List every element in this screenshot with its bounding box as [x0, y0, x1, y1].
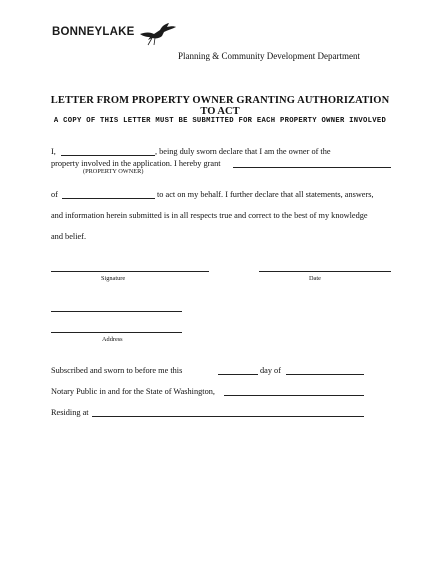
department-name: Planning & Community Development Department [178, 51, 360, 61]
logo-wordmark: BONNEYLAKE [52, 26, 135, 38]
line3-prefix: of [51, 190, 58, 199]
line4-text: and information herein submitted is in all respects true and correct to the best of my knowledge [51, 211, 368, 220]
day-of-text: day of [260, 366, 281, 375]
document-title: LETTER FROM PROPERTY OWNER GRANTING AUTHORIZATION [50, 95, 390, 106]
date-label: Date [309, 275, 321, 282]
address-label: Address [102, 336, 123, 343]
notary-public-text: Notary Public in and for the State of Washington, [51, 387, 215, 396]
property-owner-caption: (PROPERTY OWNER) [83, 168, 144, 175]
address-field-line2[interactable] [51, 332, 182, 333]
notary-name-field[interactable] [224, 395, 364, 396]
line3-text: to act on my behalf. I further declare that all statements, answers, [157, 190, 374, 199]
address-field-line1[interactable] [51, 311, 182, 312]
line1-text: , being duly sworn declare that I am the owner of the [155, 147, 331, 156]
document-title-continued: TO ACT [200, 106, 240, 117]
residing-at-field[interactable] [92, 416, 364, 417]
month-year-field[interactable] [286, 374, 364, 375]
date-field[interactable] [259, 271, 391, 272]
heron-bird-icon [138, 20, 178, 46]
line2-text: property involved in the application. I hereby grant [51, 159, 221, 168]
grantee-name-field[interactable] [233, 167, 391, 168]
residing-at-text: Residing at [51, 408, 89, 417]
subscribed-text: Subscribed and sworn to before me this [51, 366, 183, 375]
line1-prefix: I, [51, 147, 56, 156]
owner-name-field[interactable] [61, 155, 155, 156]
day-field[interactable] [218, 374, 258, 375]
line5-text: and belief. [51, 232, 87, 241]
signature-field[interactable] [51, 271, 209, 272]
document-subtitle: A COPY OF THIS LETTER MUST BE SUBMITTED FOR EACH PROPERTY OWNER INVOLVED [53, 117, 387, 125]
grantee-address-field[interactable] [62, 198, 155, 199]
signature-label: Signature [101, 275, 126, 282]
